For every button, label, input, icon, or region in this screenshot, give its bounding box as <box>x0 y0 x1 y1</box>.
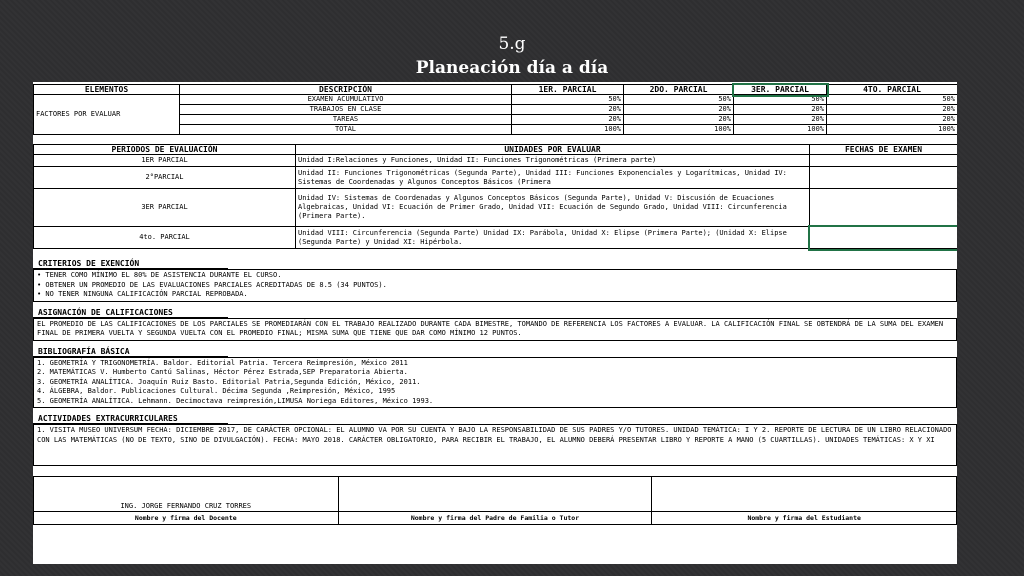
factor-value: 20% <box>827 115 958 125</box>
header-unidades: UNIDADES POR EVALUAR <box>296 145 810 155</box>
factor-value: 50% <box>512 95 624 105</box>
factor-value: 100% <box>512 125 624 135</box>
bibliografia-item: 5. GEOMETRÍA ANALÍTICA. Lehmann. Decimoctava reimpresión,LIMUSA Noriega Editores, México 1993. <box>37 396 434 405</box>
bibliografia-item: 2. MATEMÁTICAS V. Humberto Cantú Salinas, Héctor Pérez Estrada,SEP Preparatoria Abierta. <box>37 368 408 376</box>
header-fechas: FECHAS DE EXAMEN <box>810 145 958 155</box>
period-date <box>810 167 958 189</box>
signature-row <box>34 477 957 512</box>
period-units: Unidad II: Funciones Trigonométricas (Segunda Parte), Unidad III: Funciones Exponenciales y Logarítmicas, Unidad IV: Sistemas de Coordenadas y Algunos Conceptos Básicos (Primera <box>296 167 810 189</box>
bibliografia-item: 3. GEOMETRÍA ANALÍTICA. Joaquín Ruiz Basto. Editorial Patria,Segunda Edición, México, 2011. <box>37 377 421 386</box>
header-2do-parcial: 2DO. PARCIAL <box>624 85 734 95</box>
bibliografia-box <box>33 357 957 409</box>
table-row <box>34 167 958 189</box>
periods-table <box>33 144 957 249</box>
factor-desc: TOTAL <box>180 125 512 135</box>
periods-header-row <box>34 145 958 155</box>
header-periodos: PERIODOS DE EVALUACIÓN <box>34 145 296 155</box>
factor-value: 20% <box>512 115 624 125</box>
factor-value: 100% <box>827 125 958 135</box>
evaluation-header-row <box>34 85 958 95</box>
header-4to-parcial: 4TO. PARCIAL <box>827 85 958 95</box>
period-units: Unidad I:Relaciones y Funciones, Unidad II: Funciones Trigonométricas (Primera parte) <box>296 155 810 167</box>
asignacion-text: EL PROMEDIO DE LAS CALIFICACIONES DE LOS PARCIALES SE PROMEDIARÁN CON EL TRABAJO REALIZADO DURANTE CADA BIMESTRE, TOMANDO DE REFERENCIA LOS FACTORES A EVALUAR. LA CALIFICACIÓN FINAL SE OBTENDRÁ DE LA SUMA DEL EXAMEN FINAL DE PRIMERA VUELTA Y SEGUNDA VUELTA CON EL PROMEDIO FINAL; MISMA SUMA QUE TIENE QUE DAR COMO MÍNIMO 12 PUNTOS. <box>33 318 957 341</box>
factor-value: 20% <box>512 105 624 115</box>
actividades-text: 1. VISITA MUSEO UNIVERSUM FECHA: DICIEMBRE 2017, DE CARÁCTER OPCIONAL: EL ALUMNO VA POR SU CUENTA Y BAJO LA RESPONSABILIDAD DE SUS PADRES Y/O TUTORES. UNIDAD TEMÁTICA: I Y 2. REPORTE DE LECTURA DE UN LIBRO RELACIONADO CON LAS MATEMÁTICAS (NO DE TEXTO, SINO DE DIVULGACIÓN). FECHA: MAYO 2018. CARÁCTER OBLIGATORIO, PARA RECIBIR EL TRABAJO, EL ALUMNO DEBERÁ PRESENTAR LIBRO Y REPORTE A MANO (5 CUARTILLAS). UNIDADES TEMÁTICAS: X Y XI <box>33 424 957 466</box>
period-label: 3ER PARCIAL <box>34 189 296 227</box>
factor-value: 100% <box>734 125 827 135</box>
criterio-item: • TENER COMO MÍNIMO EL 80% DE ASISTENCIA DURANTE EL CURSO. <box>37 271 282 279</box>
period-date <box>810 155 958 167</box>
signature-label-docente: Nombre y firma del Docente <box>34 512 339 525</box>
header-3er-parcial[interactable]: 3ER. PARCIAL <box>734 85 827 95</box>
criterios-title: CRITERIOS DE EXENCIÓN <box>33 259 228 269</box>
factor-value: 50% <box>624 95 734 105</box>
slide-number: 5.g <box>498 34 526 54</box>
criterio-item: • NO TENER NINGUNA CALIFICACIÓN PARCIAL REPROBADA. <box>37 290 248 298</box>
factor-value: 50% <box>827 95 958 105</box>
factor-desc: EXAMEN ACUMULATIVO <box>180 95 512 105</box>
header-1er-parcial: 1ER. PARCIAL <box>512 85 624 95</box>
factor-value: 20% <box>624 115 734 125</box>
period-label: 2°PARCIAL <box>34 167 296 189</box>
factor-value: 50% <box>734 95 827 105</box>
period-label: 4to. PARCIAL <box>34 227 296 249</box>
period-units: Unidad IV: Sistemas de Coordenadas y Algunos Conceptos Básicos (Segunda Parte), Unidad V: Discusión de Ecuaciones Algebraicas, Unidad VI: Ecuación de Primer Grado, Unidad VII: Ecuación de Segundo Grado, Unidad VIII: Circunferencia (Primera Parte). <box>296 189 810 227</box>
docente-name: ING. JORGE FERNANDO CRUZ TORRES <box>34 477 339 512</box>
period-date <box>810 189 958 227</box>
period-units: Unidad VIII: Circunferencia (Segunda Parte) Unidad IX: Parábola, Unidad X: Elipse (Primera Parte); (Unidad X: Elipse (Segunda Parte) y Unidad XI: Hipérbola. <box>296 227 810 249</box>
signature-space <box>652 477 957 512</box>
signature-label-tutor: Nombre y firma del Padre de Familia o Tutor <box>338 512 652 525</box>
factor-desc: TAREAS <box>180 115 512 125</box>
bibliografia-item: 4. ÁLGEBRA, Baldor. Publicaciones Cultural. Décima Segunda ,Reimpresión, México, 1995 <box>37 387 396 395</box>
table-row <box>34 189 958 227</box>
signature-label-row <box>34 512 957 525</box>
period-label: 1ER PARCIAL <box>34 155 296 167</box>
factor-value: 20% <box>734 115 827 125</box>
signature-space <box>338 477 652 512</box>
table-row <box>34 155 958 167</box>
factor-desc: TRABAJOS EN CLASE <box>180 105 512 115</box>
factor-value: 20% <box>827 105 958 115</box>
selected-cell[interactable] <box>810 227 958 249</box>
header-elementos: ELEMENTOS <box>34 85 180 95</box>
table-row <box>34 227 958 249</box>
slide-title: Planeación día a día <box>415 58 609 78</box>
bibliografia-item: 1. GEOMETRÍA Y TRIGONOMETRÍA. Baldor. Editorial Patria. Tercera Reimpresión, México 2011 <box>37 358 408 367</box>
signatures-table <box>33 476 957 525</box>
actividades-title: ACTIVIDADES EXTRACURRICULARES <box>33 414 228 424</box>
factor-value: 20% <box>624 105 734 115</box>
factores-label: FACTORES POR EVALUAR <box>34 95 180 135</box>
bibliografia-title: BIBLIOGRAFÍA BÁSICA <box>33 347 228 357</box>
header-descripcion: DESCRIPCIÓN <box>180 85 512 95</box>
table-row <box>34 95 958 105</box>
evaluation-table <box>33 84 957 135</box>
factor-value: 20% <box>734 105 827 115</box>
criterio-item: • OBTENER UN PROMEDIO DE LAS EVALUACIONES PARCIALES ACREDITADAS DE 8.5 (34 PUNTOS). <box>37 280 387 289</box>
spreadsheet-document <box>33 82 957 564</box>
asignacion-title: ASIGNACIÓN DE CALIFICACIONES <box>33 308 228 318</box>
factor-value: 100% <box>624 125 734 135</box>
signature-label-estudiante: Nombre y firma del Estudiante <box>652 512 957 525</box>
criterios-box <box>33 269 957 302</box>
